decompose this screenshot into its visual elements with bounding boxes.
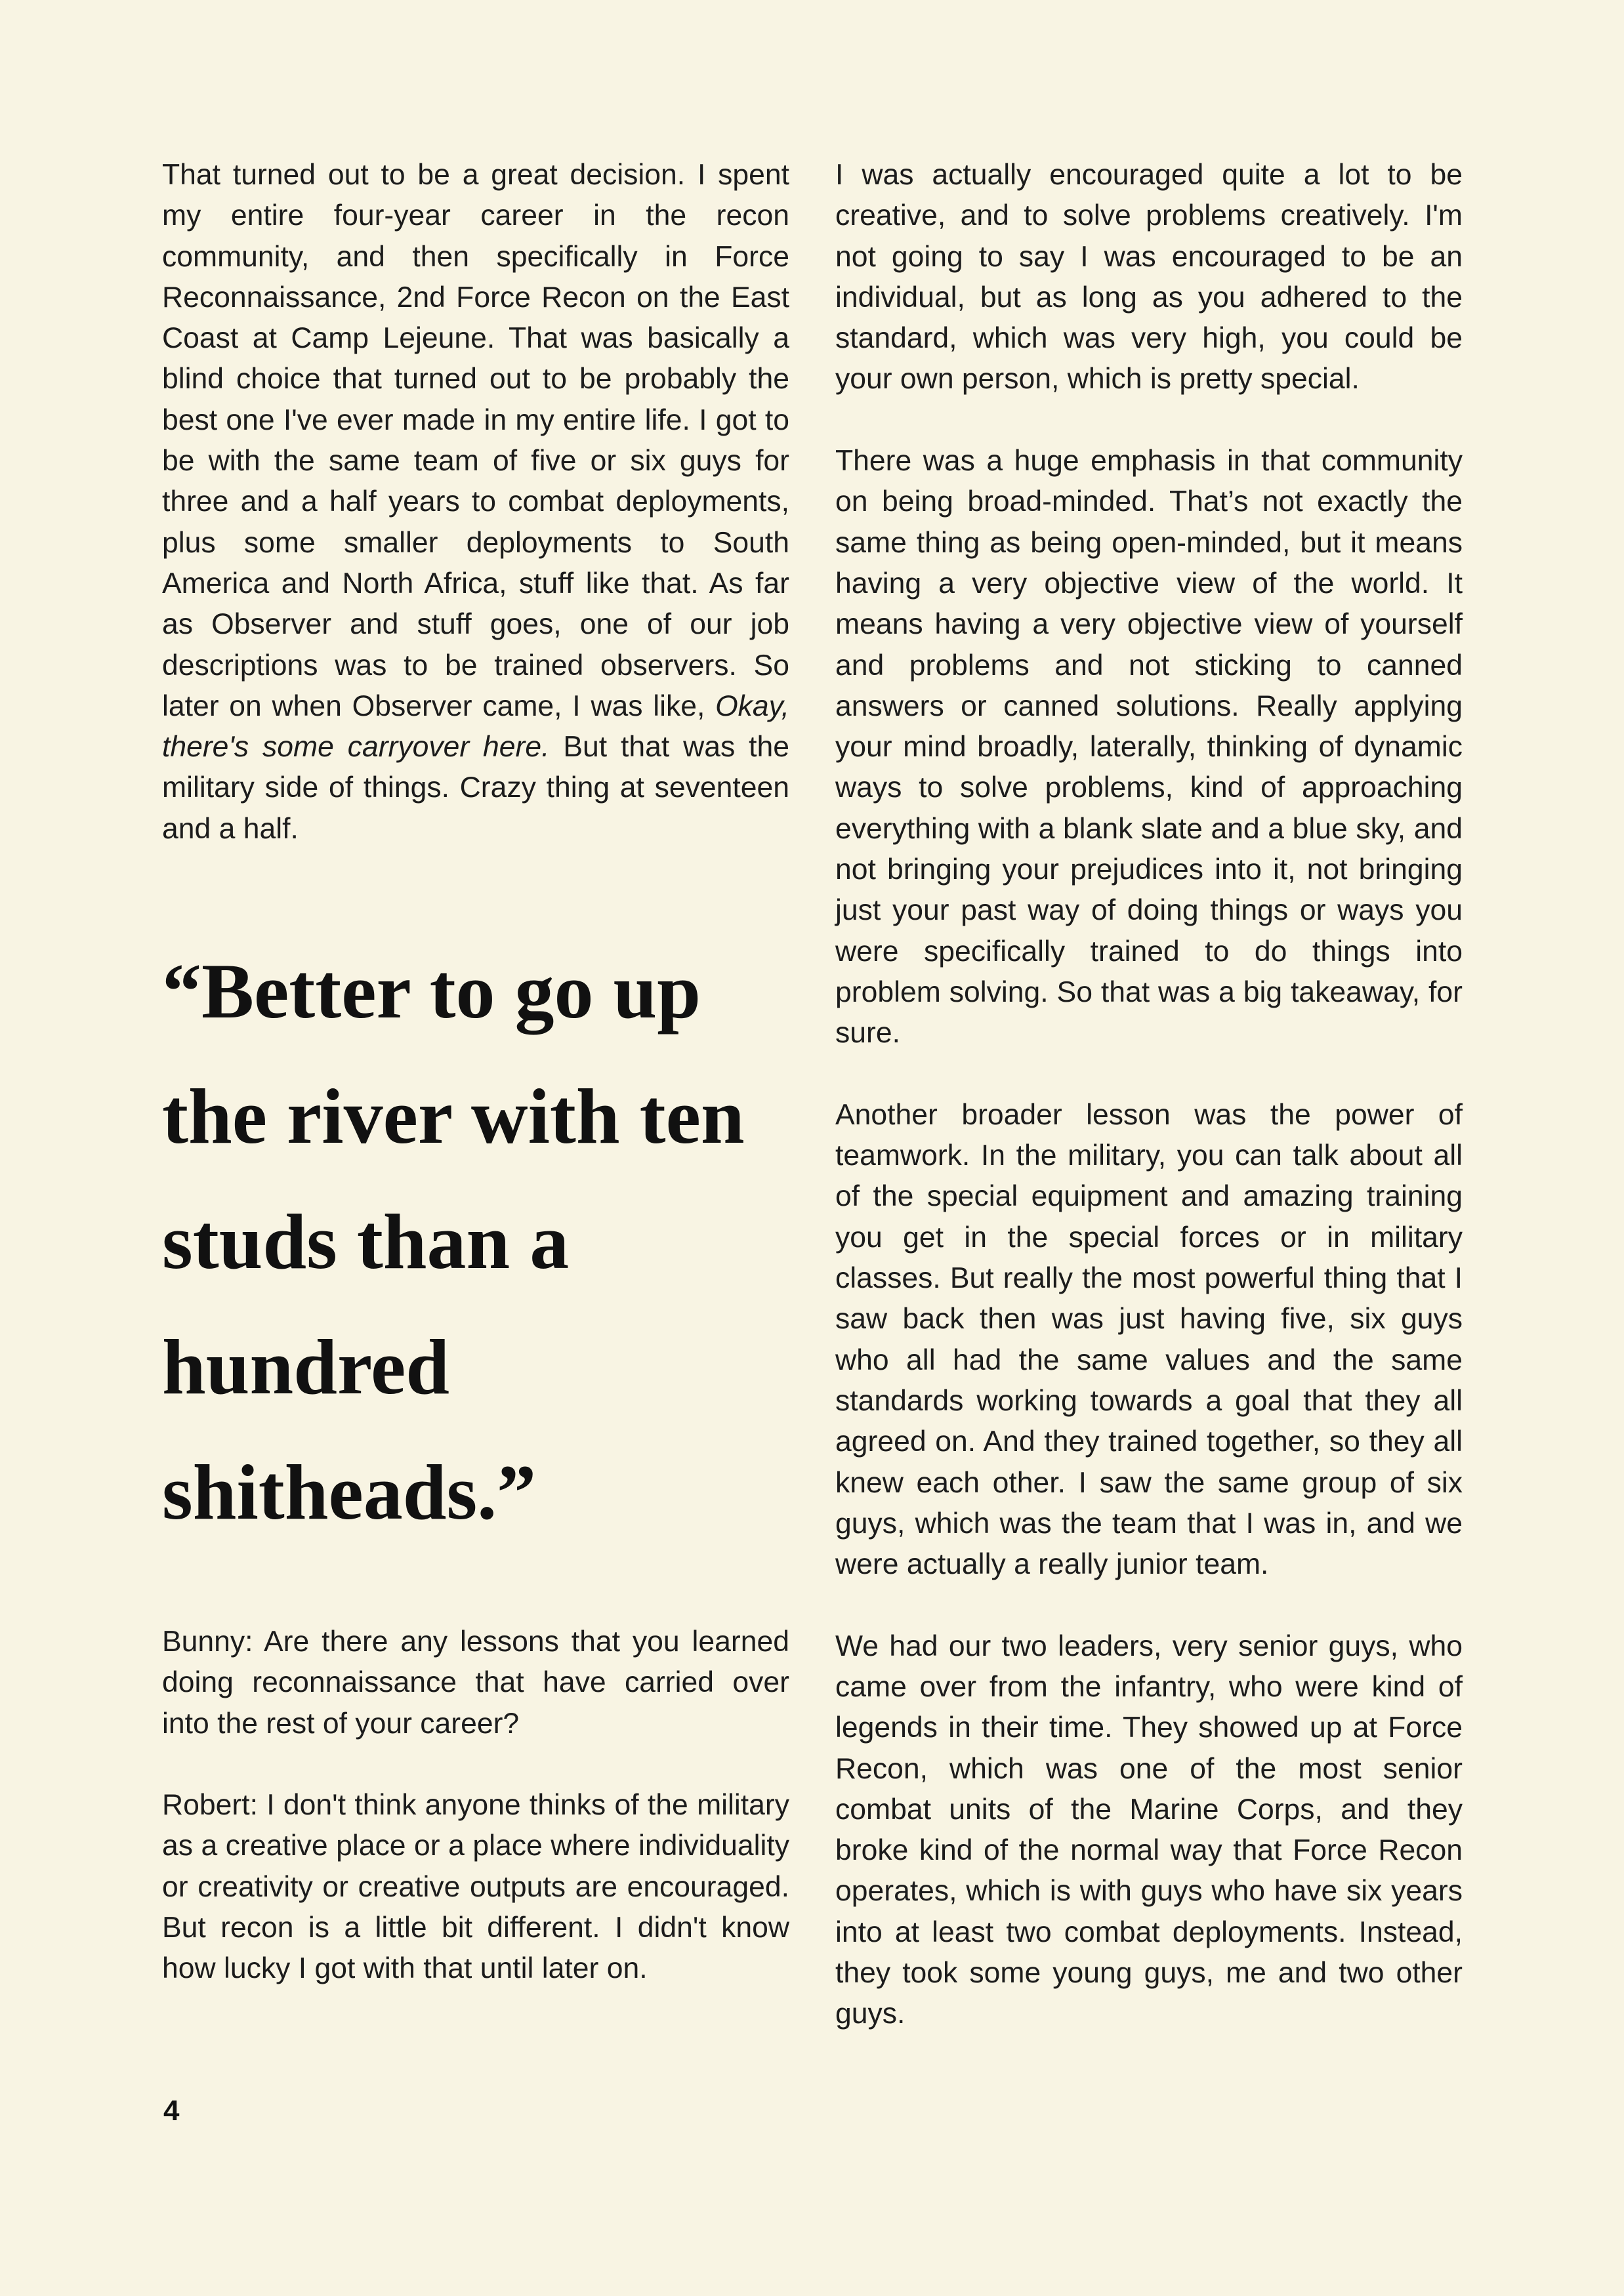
intro-paragraph <box>162 155 789 850</box>
right-paragraph-3: Another broader lesson was the power of teamwork. In the military, you can talk about all of the special equipment and amazing training you get in the special forces or in military classes. But really the most powerful thing that I saw back then was just having five, six guys who all had the same values and the same standards working towards a goal that they all agreed on. And they trained together, so they all knew each other. I saw the same group of six guys, which was the team that I was in, and we were actually a really junior team. <box>835 1098 1463 1581</box>
right-paragraph-2: There was a huge emphasis in that community on being broad-minded. That’s not exactly the same thing as being open-minded, but it means having a very objective view of the world. It means having a very objective view of yourself and problems and not sticking to canned answers or canned solutions. Really applying your mind broadly, laterally, thinking of dynamic ways to solve problems, kind of approaching everything with a blank slate and a blue sky, and not bringing your prejudices into it, not bringing just your past way of doing things or ways you were specifically trained to do things into problem solving. So that was a big takeaway, for sure. <box>835 445 1463 1050</box>
intro-paragraph-text: That turned out to be a great decision. I spent my entire four-year career in the recon community, and then specifically in Force Reconnaissance, 2nd Force Recon on the East Coast at Camp Lejeune. That was basically a blind choice that turned out to be probably the best one I've ever made in my entire life. I got to be with the same team of five or six guys for three and a half years to combat deployments, plus some smaller deployments to South America and North Africa, stuff like that. As far as Observer and stuff goes, one of our job descriptions was to be trained observers. So later on when Observer came, I was like, <box>162 159 789 722</box>
robert-answer: Robert: I don't think anyone thinks of the military as a creative place or a place where individuality or creativity or creative outputs are encouraged. But recon is a little bit different. I didn't know how lucky I got with that until later on. <box>162 1789 789 1985</box>
right-paragraph-1: I was actually encouraged quite a lot to be creative, and to solve problems creatively. I'm not going to say I was encouraged to be an individual, but as long as you adhered to the standard, which was very high, you could be your own person, which is pretty special. <box>835 159 1463 396</box>
intro-paragraph-italic: Okay, there's some carryover here. <box>162 689 789 764</box>
left-column-lower <box>162 1622 789 1990</box>
left-column <box>162 155 789 850</box>
bunny-question: Bunny: Are there any lessons that you learned doing reconnaissance that have carried over into the rest of your career? <box>162 1626 789 1740</box>
pull-quote: “Better to go up the river with ten studs than a hundred shitheads.” <box>162 947 745 1536</box>
page-number: 4 <box>163 2095 180 2127</box>
right-paragraph-4: We had our two leaders, very senior guys, who came over from the infantry, who were kind of legends in their time. They showed up at Force Recon, which was one of the most senior combat units of the Marine Corps, and they broke kind of the normal way that Force Recon operates, which is with guys who have six years into at least two combat deployments. Instead, they took some young guys, me and two other guys. <box>835 1630 1463 2030</box>
right-column <box>835 155 1463 2035</box>
intro-paragraph-text-end: But that was the military side of things. Crazy thing at seventeen and a half. <box>162 731 790 845</box>
